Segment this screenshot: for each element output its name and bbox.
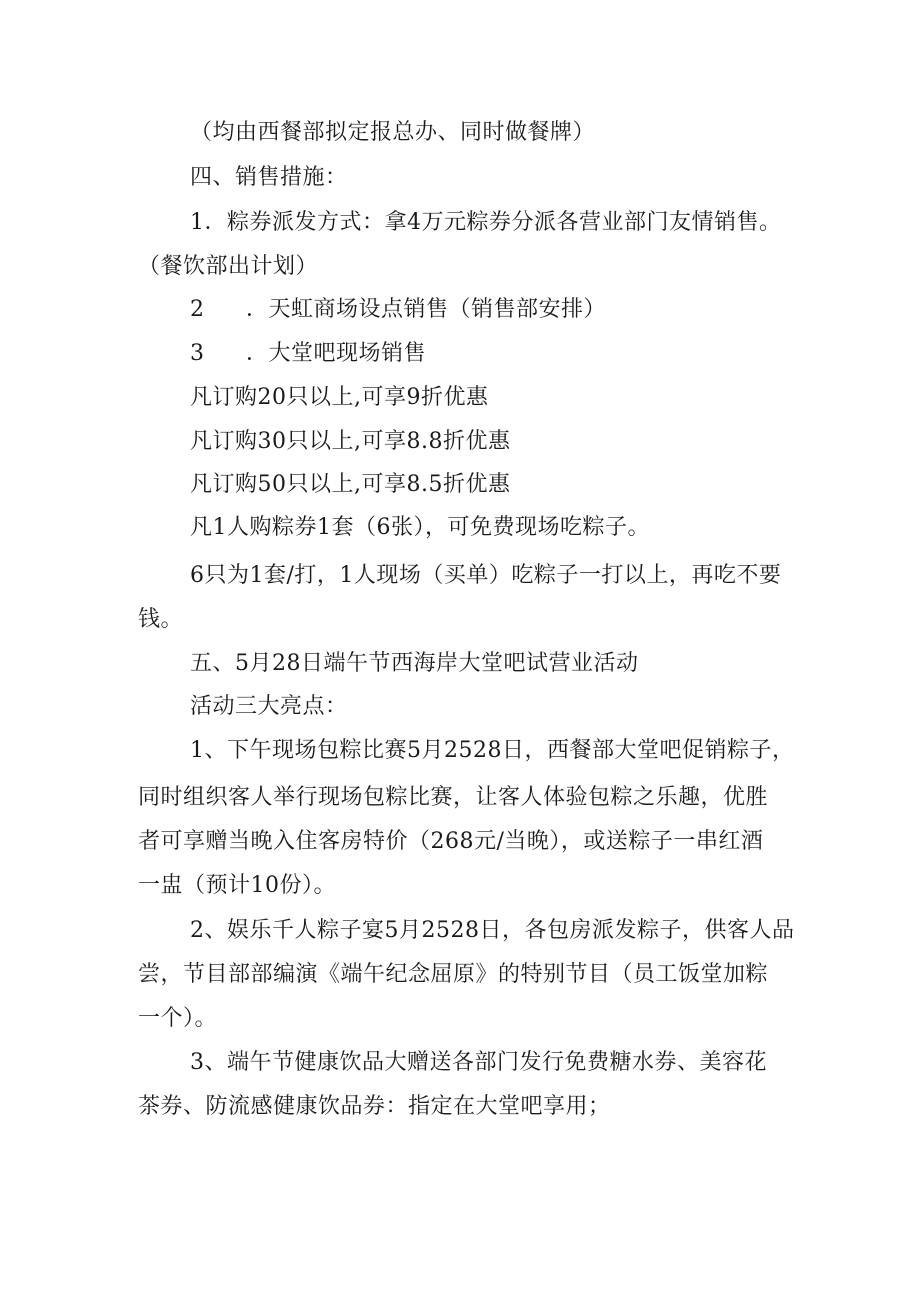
text-line <box>190 295 606 325</box>
text-line: 钱。 <box>138 607 184 632</box>
text-line: 6只为1套/打，1人现场（买单）吃粽子一打以上，再吃不要 <box>190 563 782 588</box>
text-line: 尝，节目部部编演《端午纪念屈原》的特别节目（员工饭堂加粽 <box>138 962 769 987</box>
text-line: （餐饮部出计划） <box>138 254 319 279</box>
text-line: 凡订购50只以上,可享8.5折优惠 <box>190 472 511 497</box>
text-line: 一盅（预计10份）。 <box>138 873 336 898</box>
list-number: 2 <box>190 297 205 322</box>
text-line: 凡订购30只以上,可享8.8折优惠 <box>190 429 511 454</box>
list-text: ．天虹商场设点销售（销售部安排） <box>246 297 607 322</box>
text-line: 1．粽券派发方式：拿4万元粽券分派各营业部门友情销售。 <box>190 210 782 235</box>
text-line <box>190 339 426 369</box>
text-line: （均由西餐部拟定报总办、同时做餐牌） <box>190 120 596 145</box>
text-line: 2、娱乐千人粽子宴5月2528日，各包房派发粽子，供客人品 <box>190 918 795 943</box>
text-line: 一个）。 <box>138 1006 218 1031</box>
text-line: 3、端午节健康饮品大赠送各部门发行免费糖水券、美容花 <box>190 1050 767 1075</box>
text-line: 同时组织客人举行现场包粽比赛，让客人体验包粽之乐趣，优胜 <box>138 785 769 810</box>
text-line: 凡订购20只以上,可享9折优惠 <box>190 385 489 410</box>
text-line: 活动三大亮点： <box>190 694 348 719</box>
list-text: ．大堂吧现场销售 <box>246 341 427 366</box>
section-heading: 五、5月28日端午节西海岸大堂吧试营业活动 <box>190 651 639 676</box>
section-heading: 四、销售措施： <box>190 165 348 190</box>
list-number: 3 <box>190 341 205 366</box>
text-line: 茶券、防流感健康饮品券：指定在大堂吧享用； <box>138 1094 611 1119</box>
text-line: 1、下午现场包粽比赛5月2528日，西餐部大堂吧促销粽子， <box>190 738 795 763</box>
text-line: 凡1人购粽券1套（6张），可免费现场吃粽子。 <box>190 515 650 540</box>
text-line: 者可享赠当晚入住客房特价（268元/当晚），或送粽子一串红酒 <box>138 829 764 854</box>
